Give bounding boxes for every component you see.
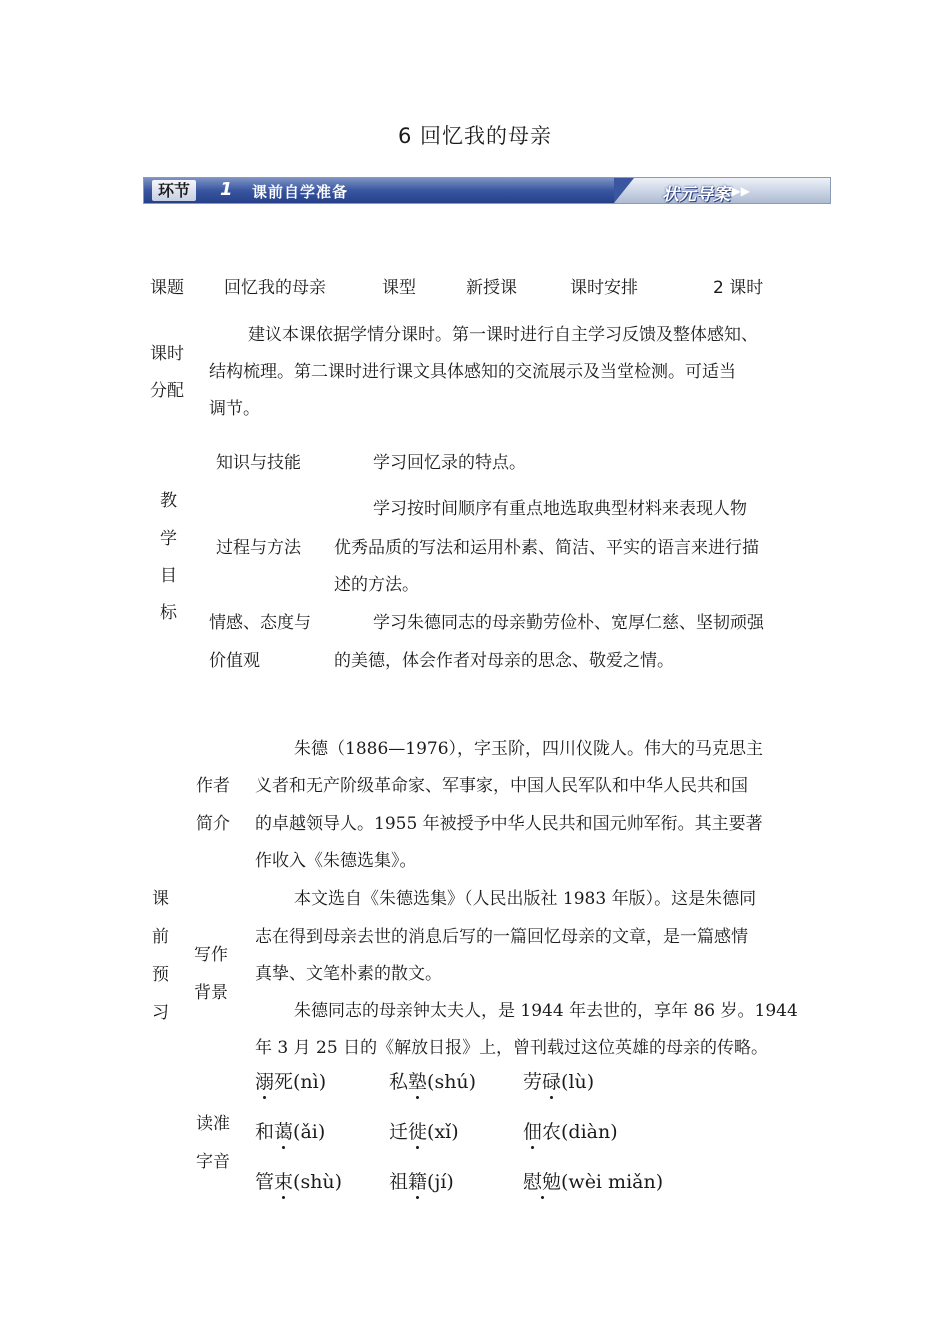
pronunciation-word: 溺死(nì) (255, 1071, 327, 1093)
page-title: 6 回忆我的母亲 (397, 124, 553, 148)
author-line-1: 朱德（1886—1976），字玉阶，四川仪陇人。伟大的马克思主 (294, 739, 764, 759)
preview-label-char: 课 (152, 889, 169, 909)
segment-label: 环节 (152, 180, 196, 201)
background-line-5: 年 3 月 25 日的《解放日报》上，曾刊载过这位英雄的母亲的传略。 (255, 1038, 769, 1058)
emotion-label-2: 价值观 (209, 651, 260, 671)
pronunciation-label-2: 字音 (196, 1152, 230, 1172)
banner-dark-segment (144, 178, 614, 203)
knowledge-label: 知识与技能 (216, 453, 301, 473)
allocation-label-1: 课时 (150, 344, 184, 364)
schedule-value: 2 课时 (713, 278, 764, 298)
double-arrow-icon: ▶▶ (731, 184, 750, 198)
allocation-line-2: 结构梳理。第二课时进行课文具体感知的交流展示及当堂检测。可适当 (209, 362, 736, 382)
pronunciation-word: 管束(shù) (255, 1171, 343, 1193)
goals-label-char: 学 (160, 529, 177, 549)
segment-number: 1 (220, 179, 233, 200)
emotion-line-2: 的美德，体会作者对母亲的思念、敬爱之情。 (334, 651, 674, 671)
background-line-3: 真挚、文笔朴素的散文。 (255, 964, 442, 984)
author-label-1: 作者 (196, 776, 230, 796)
allocation-line-3: 调节。 (209, 399, 260, 419)
preview-label-char: 前 (152, 927, 169, 947)
pronunciation-word: 祖籍(jí) (389, 1171, 454, 1193)
background-label-1: 写作 (194, 945, 228, 965)
topic-label: 课题 (150, 278, 184, 298)
pronunciation-word: 劳碌(lù) (523, 1071, 595, 1093)
process-line-2: 优秀品质的写法和运用朴素、简洁、平实的语言来进行描 (334, 538, 759, 558)
goals-label-char: 目 (160, 566, 177, 586)
emotion-label-1: 情感、态度与 (209, 613, 311, 633)
process-line-3: 述的方法。 (334, 575, 419, 595)
pronunciation-word: 佃农(diàn) (523, 1121, 618, 1143)
author-line-4: 作收入《朱德选集》。 (255, 851, 417, 871)
segment-name: 课前自学准备 (252, 183, 349, 201)
process-label: 过程与方法 (216, 538, 301, 558)
schedule-label: 课时安排 (570, 278, 638, 298)
pronunciation-word: 私塾(shú) (389, 1071, 477, 1093)
author-line-3: 的卓越领导人。1955 年被授予中华人民共和国元帅军衔。其主要著 (255, 814, 763, 834)
pronunciation-word: 迁徙(xǐ) (389, 1121, 459, 1143)
pronunciation-label-1: 读准 (196, 1114, 230, 1134)
background-line-4: 朱德同志的母亲钟太夫人，是 1944 年去世的，享年 86 岁。1944 (294, 1001, 798, 1021)
guide-label: 状元导案 (662, 185, 730, 204)
background-line-2: 志在得到母亲去世的消息后写的一篇回忆母亲的文章，是一篇感情 (255, 927, 748, 947)
allocation-label-2: 分配 (150, 381, 184, 401)
type-value: 新授课 (466, 278, 517, 298)
topic-value: 回忆我的母亲 (224, 278, 326, 298)
pronunciation-word: 慰勉(wèi miǎn) (523, 1171, 664, 1193)
author-label-2: 简介 (196, 814, 230, 834)
process-line-1: 学习按时间顺序有重点地选取典型材料来表现人物 (373, 499, 747, 519)
allocation-line-1: 建议本课依据学情分课时。第一课时进行自主学习反馈及整体感知、 (248, 325, 758, 345)
goals-label-char: 标 (160, 603, 177, 623)
goals-label-char: 教 (160, 491, 177, 511)
emotion-line-1: 学习朱德同志的母亲勤劳俭朴、宽厚仁慈、坚韧顽强 (373, 613, 764, 633)
knowledge-text: 学习回忆录的特点。 (373, 453, 526, 473)
type-label: 课型 (382, 278, 416, 298)
preview-label-char: 习 (152, 1003, 169, 1023)
preview-label-char: 预 (152, 965, 169, 985)
background-line-1: 本文选自《朱德选集》（人民出版社 1983 年版）。这是朱德同 (294, 889, 757, 909)
background-label-2: 背景 (194, 983, 228, 1003)
section-banner (143, 177, 831, 204)
author-line-2: 义者和无产阶级革命家、军事家，中国人民军队和中华人民共和国 (255, 776, 748, 796)
pronunciation-word: 和蔼(ǎi) (255, 1121, 326, 1143)
